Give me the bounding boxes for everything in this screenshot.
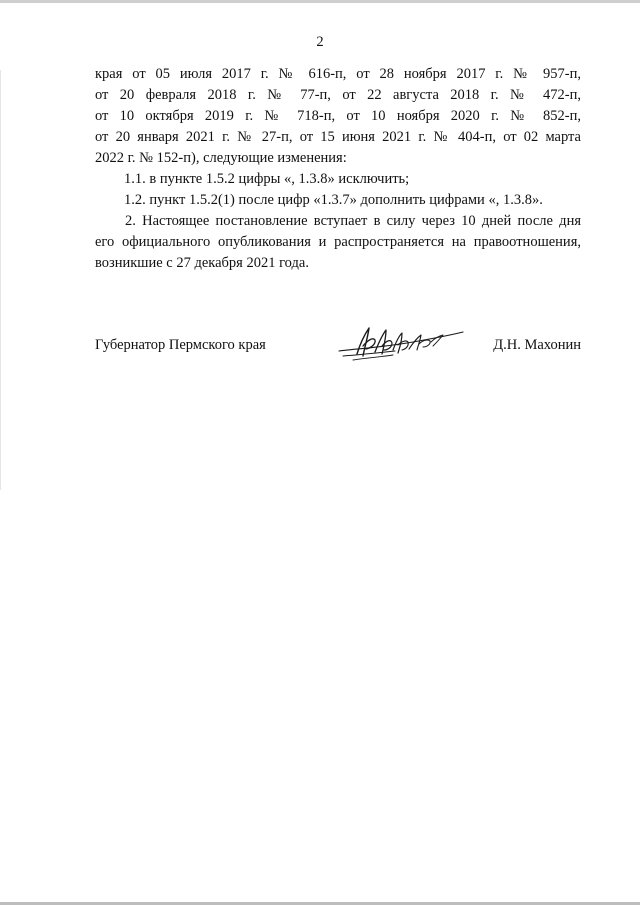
page-number: 2 (316, 34, 324, 50)
page-top-edge (0, 0, 640, 3)
body-line: от 20 февраля 2018 г. № 77-п, от 22 августа 2018 г. № 472-п, (95, 87, 581, 103)
signer-position: Губернатор Пермского края (95, 337, 266, 353)
body-line: от 20 января 2021 г. № 27-п, от 15 июня 2021 г. № 404-п, от 02 марта (95, 129, 581, 145)
body-line: края от 05 июля 2017 г. № 616-п, от 28 ноября 2017 г. № 957-п, (95, 66, 581, 82)
signer-name: Д.Н. Махонин (493, 337, 581, 353)
paragraph-2-line: 2. Настоящее постановление вступает в силу через 10 дней после дня (125, 213, 581, 229)
body-line: 2022 г. № 152-п), следующие изменения: (95, 150, 347, 166)
document-body (95, 64, 581, 274)
list-item-1-2: 1.2. пункт 1.5.2(1) после цифр «1.3.7» дополнить цифрами «, 1.3.8». (124, 192, 543, 208)
scan-left-edge (0, 70, 1, 490)
paragraph-2-line: возникшие с 27 декабря 2021 года. (95, 255, 309, 271)
paragraph-2-line: его официального опубликования и распространяется на правоотношения, (95, 234, 581, 250)
body-line: от 10 октября 2019 г. № 718-п, от 10 ноября 2020 г. № 852-п, (95, 108, 581, 124)
list-item-1-1: 1.1. в пункте 1.5.2 цифры «, 1.3.8» исключить; (124, 171, 410, 187)
handwritten-signature (335, 320, 465, 368)
